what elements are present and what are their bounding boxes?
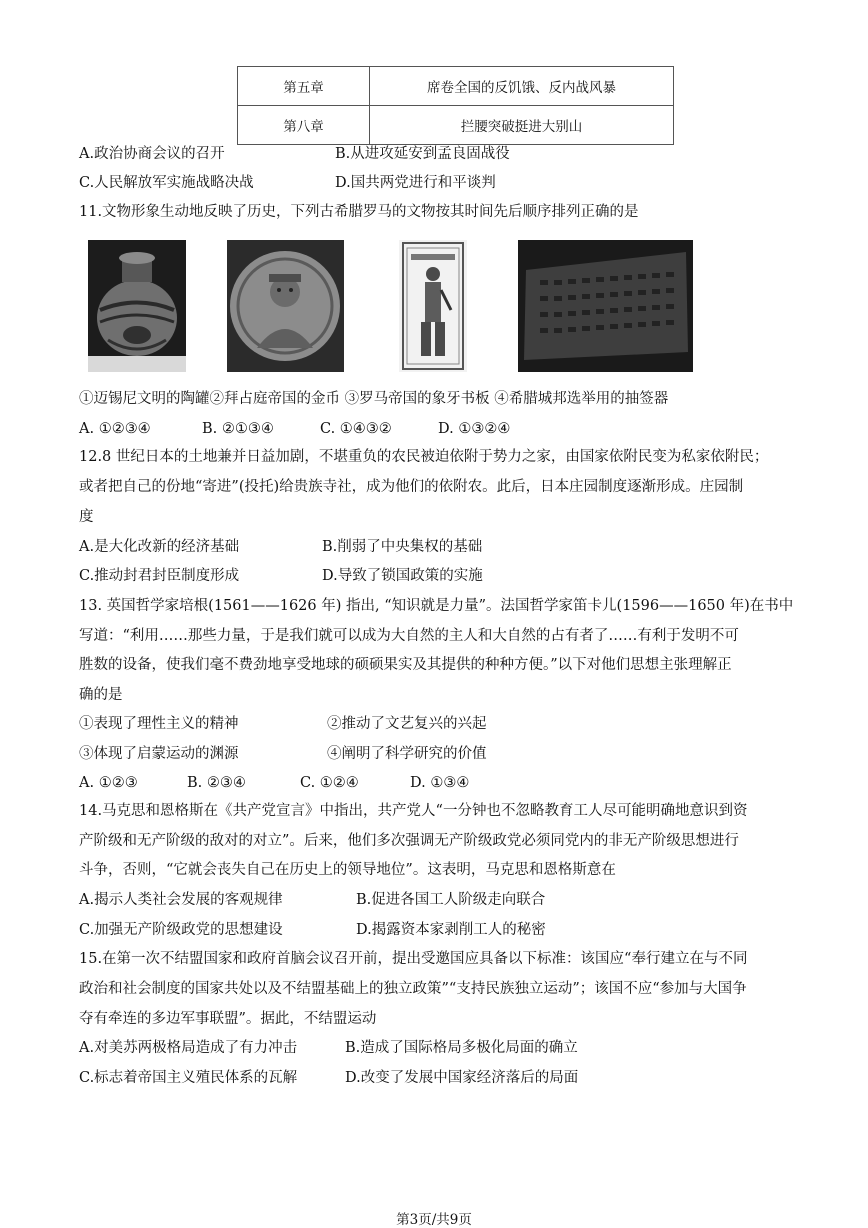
q12-stem-line3: 度 [79,509,94,525]
q11-option-a: A. ①②③④ [79,421,151,437]
pottery-jar-image [88,240,186,372]
chapter-title-cell: 席卷全国的反饥饿、反内战风暴 [370,67,674,106]
gold-coin-image [227,240,344,372]
q11-option-c: C. ①④③② [320,421,392,437]
table-row [238,106,674,145]
q15-option-b: B.造成了国际格局多极化局面的确立 [345,1040,578,1056]
q13-statement-2: ②推动了文艺复兴的兴起 [327,716,487,732]
chapter-cell: 第五章 [238,67,370,106]
q12-option-b: B.削弱了中央集权的基础 [322,539,483,555]
q10-option-b: B.从进攻延安到孟良固战役 [335,146,510,162]
q12-option-d: D.导致了锁国政策的实施 [322,568,483,584]
q11-option-b: B. ②①③④ [202,421,274,437]
q15-stem-line1: 15.在第一次不结盟国家和政府首脑会议召开前，提出受邀国应具备以下标准：该国应“奉行建立在与不同 [79,951,748,967]
q12-stem-line2: 或者把自己的份地“寄进”(投托)给贵族寺社，成为他们的依附农。此后，日本庄园制度逐渐形成。庄园制 [79,479,744,495]
page-number: 第3页/共9页 [396,1212,472,1228]
q11-caption: ①迈锡尼文明的陶罐②拜占庭帝国的金币 ③罗马帝国的象牙书板 ④希腊城邦选举用的抽签器 [79,391,669,407]
q15-option-c: C.标志着帝国主义殖民体系的瓦解 [79,1070,298,1086]
q12-stem-line1: 12.8 世纪日本的土地兼并日益加剧，不堪重负的农民被迫依附于势力之家，由国家依附民变为私家依附民； [79,449,769,465]
q13-option-c: C. ①②④ [300,775,359,791]
ivory-panel-image [399,240,467,372]
q10-option-a: A.政治协商会议的召开 [79,146,225,162]
q14-option-a: A.揭示人类社会发展的客观规律 [79,892,283,908]
q13-option-a: A. ①②③ [79,775,138,791]
q15-option-a: A.对美苏两极格局造成了有力冲击 [79,1040,298,1056]
q14-stem-line3: 斗争，否则，“它就会丧失自己在历史上的领导地位”。这表明，马克思和恩格斯意在 [79,862,616,878]
q15-stem-line2: 政治和社会制度的国家共处以及不结盟基础上的独立政策”“支持民族独立运动”；该国不应“参加与大国争 [79,981,747,997]
q13-stem-line1: 13. 英国哲学家培根(1561——1626 年) 指出, “知识就是力量”。法国哲学家笛卡儿(1596——1650 年)在书中 [79,598,794,614]
q14-stem-line1: 14.马克思和恩格斯在《共产党宣言》中指出，共产党人“一分钟也不忽略教育工人尽可能明确地意识到资 [79,803,748,819]
q14-stem-line2: 产阶级和无产阶级的敌对的对立”。后来，他们多次强调无产阶级政党必须同党内的非无产阶级思想进行 [79,833,739,849]
q14-option-d: D.揭露资本家剥削工人的秘密 [356,922,546,938]
q13-option-b: B. ②③④ [187,775,246,791]
q13-stem-line2: 写道：“利用……那些力量，于是我们就可以成为大自然的主人和大自然的占有者了……有利于发明不可 [79,628,739,644]
chapter-cell: 第八章 [238,106,370,145]
chapters-table [237,66,674,145]
q13-statement-1: ①表现了理性主义的精神 [79,716,239,732]
q14-option-c: C.加强无产阶级政党的思想建设 [79,922,283,938]
q12-option-a: A.是大化改新的经济基础 [79,539,240,555]
q13-statement-4: ④阐明了科学研究的价值 [327,746,487,762]
q15-option-d: D.改变了发展中国家经济落后的局面 [345,1070,579,1086]
q12-option-c: C.推动封君封臣制度形成 [79,568,240,584]
q14-option-b: B.促进各国工人阶级走向联合 [356,892,546,908]
q10-option-c: C.人民解放军实施战略决战 [79,175,254,191]
q11-option-d: D. ①③②④ [438,421,511,437]
lot-machine-image [518,240,693,372]
q15-stem-line3: 夺有牵连的多边军事联盟”。据此，不结盟运动 [79,1011,377,1027]
q10-option-d: D.国共两党进行和平谈判 [335,175,496,191]
q11-stem: 11.文物形象生动地反映了历史，下列古希腊罗马的文物按其时间先后顺序排列正确的是 [79,204,639,220]
q13-option-d: D. ①③④ [410,775,470,791]
chapter-title-cell: 拦腰突破挺进大别山 [370,106,674,145]
q13-stem-line3: 胜数的设备，使我们毫不费劲地享受地球的硕硕果实及其提供的种种方便。”以下对他们思想主张理解正 [79,657,732,673]
table-row [238,67,674,106]
q13-stem-line4: 确的是 [79,687,123,703]
q13-statement-3: ③体现了启蒙运动的渊源 [79,746,239,762]
